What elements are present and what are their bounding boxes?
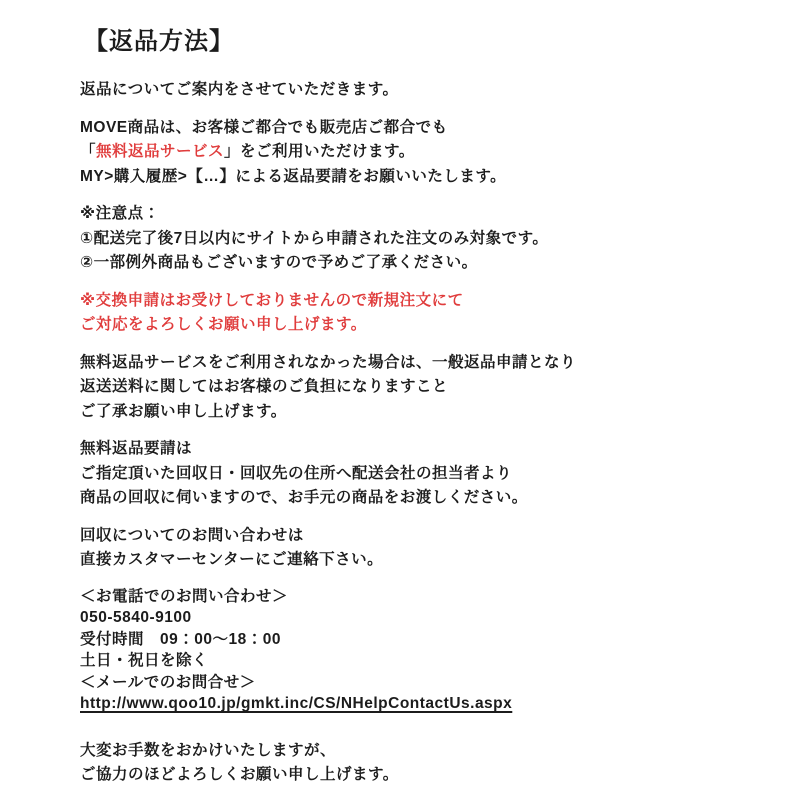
note-item-2: ②一部例外商品もございますので予めご了承ください。 [80, 254, 478, 271]
pickup-inquiry-line-1: 回収についてのお問い合わせは [80, 526, 304, 544]
notes-heading: ※注意点： [80, 205, 160, 222]
contact-url-link[interactable]: http://www.qoo10.jp/gmkt.inc/CS/NHelpContactUs.aspx [80, 695, 513, 712]
policy-line-3: MY>購入履歴>【…】による返品要請をお願いいたします。 [80, 167, 507, 185]
closed-days: 土日・祝日を除く [80, 652, 209, 669]
free-return-service-highlight: 無料返品サービス [96, 143, 225, 160]
phone-contact-heading: ＜お電話でのお問い合わせ＞ [80, 587, 289, 605]
general-return-line-3: ご了承お願い申し上げます。 [80, 402, 287, 420]
free-return-request-paragraph [80, 437, 740, 511]
general-return-paragraph [80, 351, 740, 425]
exchange-warning-line-2: ご対応をよろしくお願い申し上げます。 [80, 316, 367, 333]
free-return-policy-paragraph [80, 116, 740, 190]
policy-line-1: MOVE商品は、お客様ご都合でも販売店ご都合でも [80, 118, 448, 136]
policy-line-2 [80, 143, 415, 160]
pickup-inquiry-paragraph [80, 524, 740, 573]
free-return-request-line-1: 無料返品要請は [80, 440, 193, 457]
pickup-inquiry-line-2: 直接カスタマーセンターにご連絡下さい。 [80, 551, 384, 568]
free-return-request-line-2: ご指定頂いた回収日・回収先の住所へ配送会社の担当者より [80, 464, 513, 482]
closing-line-2: ご協力のほどよろしくお願い申し上げます。 [80, 766, 399, 783]
free-return-request-line-3: 商品の回収に伺いますので、お手元の商品をお渡しください。 [80, 489, 528, 506]
policy-line-2-rest: 」をご利用いただけます。 [224, 143, 415, 160]
general-return-line-1: 無料返品サービスをご利用されなかった場合は、一般返品申請となり [80, 353, 577, 371]
exchange-warning-paragraph [80, 289, 740, 338]
general-return-line-2: 返送送料に関してはお客様のご負担になりますこと [80, 378, 449, 395]
closing-line-1: 大変お手数をおかけいたしますが、 [80, 741, 337, 759]
mail-contact-heading: ＜メールでのお問合せ＞ [80, 673, 256, 691]
phone-number: 050-5840-9100 [80, 609, 192, 626]
business-hours: 受付時間 09：00〜18：00 [80, 630, 281, 648]
intro-paragraph [80, 78, 740, 103]
note-item-1: ①配送完了後7日以内にサイトから申請された注文のみ対象です。 [80, 229, 549, 247]
page-title: 【返品方法】 [84, 28, 234, 55]
contact-info-paragraph [80, 586, 740, 715]
notes-paragraph [80, 202, 740, 276]
policy-line-2-open: 「 [80, 143, 97, 160]
exchange-warning-line-1: ※交換申請はお受けしておりませんので新規注文にて [80, 291, 464, 309]
closing-paragraph [80, 739, 740, 788]
intro-line: 返品についてご案内をさせていただきます。 [80, 81, 399, 98]
